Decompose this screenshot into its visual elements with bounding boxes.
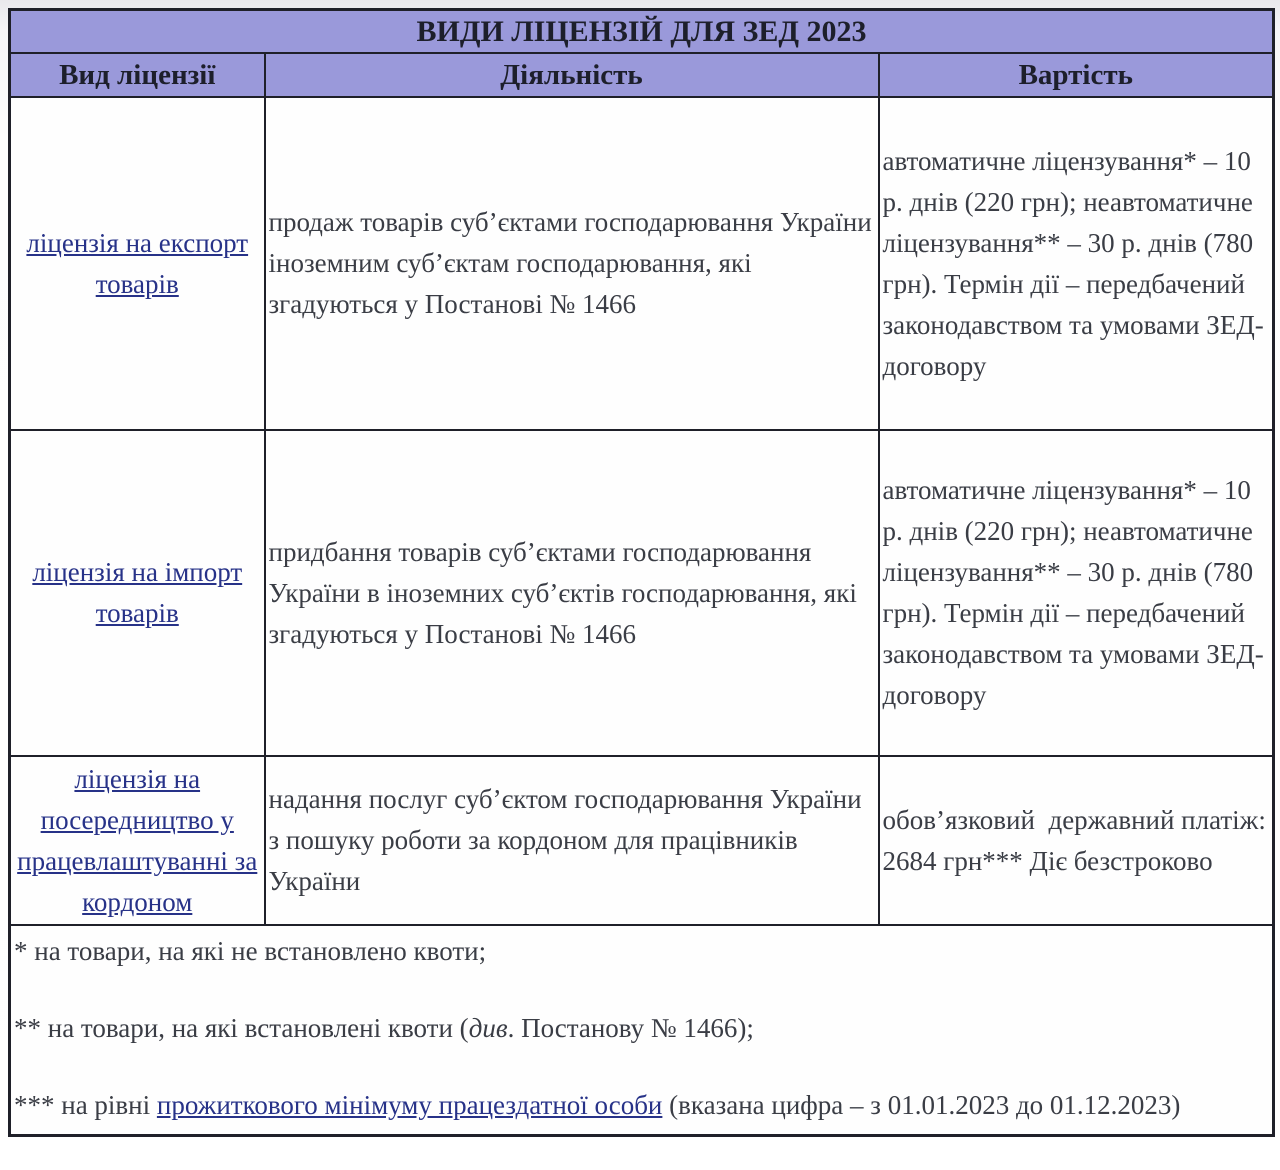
table-row-employment-mediation-license: [10, 756, 1274, 925]
license-cell: [10, 756, 265, 925]
cost-cell: автоматичне ліцензування* – 10 р. днів (220 грн); неавтоматичне ліцензування** – 30 р. днів (780 грн). Термін дії – передбачений законодавством та умовами ЗЕД-договору: [879, 97, 1274, 430]
table-row-export-license: [10, 97, 1274, 430]
header-row: [10, 53, 1274, 97]
activity-cell: продаж товарів суб’єктами господарювання України іноземним суб’єктам господарювання, які згадуються у Постанові № 1466: [265, 97, 879, 430]
column-header-cost: Вартість: [879, 53, 1274, 97]
subsistence-minimum-link[interactable]: прожиткового мінімуму працездатної особи: [156, 1090, 663, 1120]
column-header-license-type: Вид ліцензії: [10, 53, 265, 97]
title-row: [10, 10, 1274, 54]
footnote-subsistence-prefix: *** на рівні: [14, 1090, 157, 1120]
footnote-subsistence: [14, 1085, 1266, 1126]
license-cell: [10, 97, 265, 430]
footnotes-row: [10, 925, 1274, 1136]
cost-cell: автоматичне ліцензування* – 10 р. днів (220 грн); неавтоматичне ліцензування** – 30 р. днів (780 грн). Термін дії – передбачений законодавством та умовами ЗЕД-договору: [879, 430, 1274, 756]
table-title: ВИДИ ЛІЦЕНЗІЙ ДЛЯ ЗЕД 2023: [10, 10, 1274, 54]
column-header-activity: Діяльність: [265, 53, 879, 97]
export-license-link[interactable]: ліцензія на експорт товарів: [26, 227, 249, 299]
activity-cell: придбання товарів суб’єктами господарювання України в іноземних суб’єктів господарювання, які згадуються у Постанові № 1466: [265, 430, 879, 756]
cost-cell: обов’язковий державний платіж: 2684 грн*** Діє безстроково: [879, 756, 1274, 925]
employment-mediation-license-link[interactable]: ліцензія на посередництво у працевлаштуванні за кордоном: [17, 763, 258, 917]
footnote-quota-see-abbrev: див: [468, 1013, 508, 1043]
footnote-quota-free: * на товари, на які не встановлено квоти;: [14, 936, 487, 966]
footnote-quota-prefix: ** на товари, на які встановлені квоти (: [14, 1013, 469, 1043]
import-license-link[interactable]: ліцензія на імпорт товарів: [32, 557, 243, 628]
footnote-quota-suffix: . Постанову № 1466);: [507, 1013, 754, 1043]
table-row-import-license: [10, 430, 1274, 756]
footnote-quota: [14, 1008, 1266, 1049]
license-cell: [10, 430, 265, 756]
licenses-table: [8, 8, 1275, 1137]
footnotes-cell: [10, 925, 1274, 1136]
footnote-subsistence-suffix: (вказана цифра – з 01.01.2023 до 01.12.2023): [662, 1090, 1181, 1120]
activity-cell: надання послуг суб’єктом господарювання України з пошуку роботи за кордоном для працівників України: [265, 756, 879, 925]
